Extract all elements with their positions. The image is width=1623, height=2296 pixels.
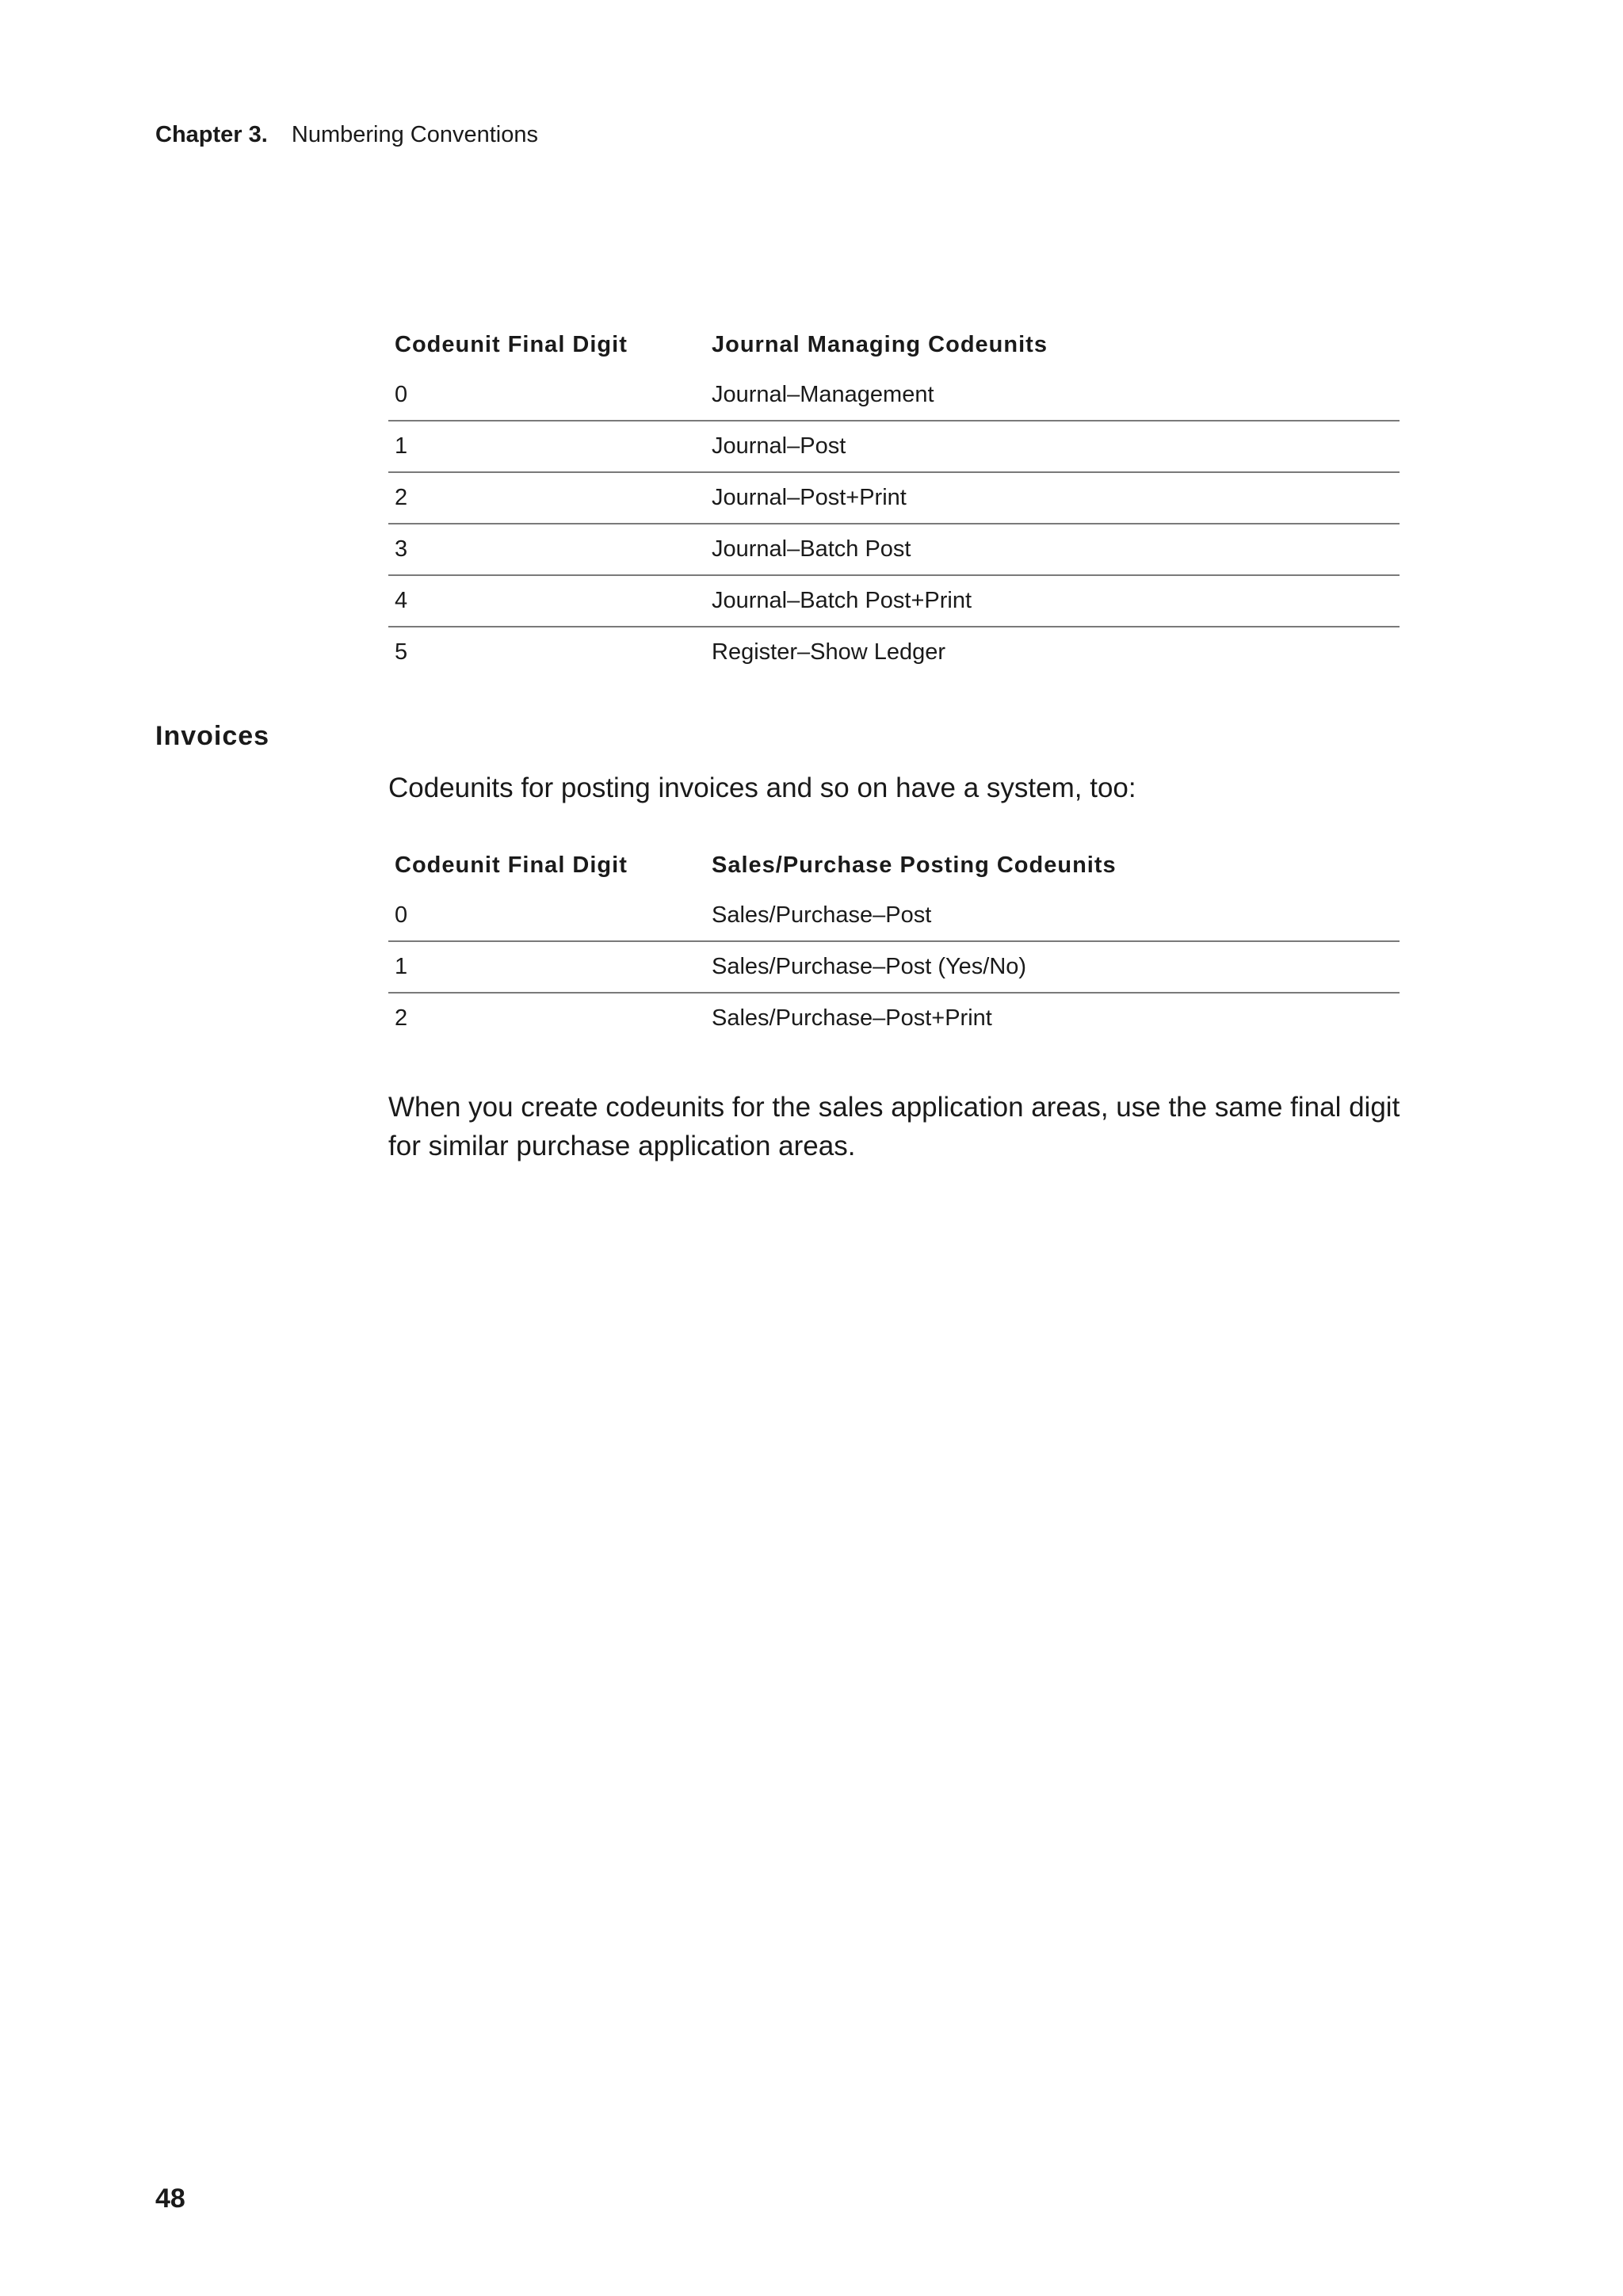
column-header-posting-codeunits: Sales/Purchase Posting Codeunits bbox=[712, 852, 1117, 878]
digit-cell: 4 bbox=[388, 575, 705, 627]
running-header bbox=[155, 122, 538, 148]
column-header-final-digit: Codeunit Final Digit bbox=[395, 331, 628, 357]
codeunit-cell: Journal–Post bbox=[705, 421, 1400, 472]
digit-cell: 0 bbox=[395, 382, 408, 407]
digit-cell: 5 bbox=[388, 627, 705, 677]
table-row bbox=[388, 524, 1400, 575]
table-row bbox=[388, 627, 1400, 677]
chapter-number: Chapter 3. bbox=[155, 122, 268, 147]
codeunit-cell: Sales/Purchase–Post+Print bbox=[705, 993, 1400, 1043]
digit-cell: 3 bbox=[388, 524, 705, 575]
codeunit-cell: Journal–Post+Print bbox=[705, 472, 1400, 524]
table-header-row bbox=[388, 319, 1400, 370]
column-header-final-digit: Codeunit Final Digit bbox=[395, 852, 628, 878]
section-heading-invoices: Invoices bbox=[155, 721, 270, 751]
codeunit-cell: Journal–Batch Post bbox=[705, 524, 1400, 575]
codeunit-cell: Sales/Purchase–Post (Yes/No) bbox=[705, 941, 1400, 993]
codeunit-cell: Register–Show Ledger bbox=[705, 627, 1400, 677]
table-row bbox=[388, 370, 1400, 421]
digit-cell: 2 bbox=[388, 993, 705, 1043]
page-number: 48 bbox=[155, 2183, 185, 2214]
table-row bbox=[388, 421, 1400, 472]
table-header-row bbox=[388, 840, 1400, 891]
digit-cell: 0 bbox=[395, 902, 408, 928]
journal-codeunits-table bbox=[388, 319, 1400, 677]
table-row bbox=[388, 891, 1400, 941]
digit-cell: 2 bbox=[388, 472, 705, 524]
codeunit-cell: Sales/Purchase–Post bbox=[712, 902, 932, 928]
intro-paragraph: Codeunits for posting invoices and so on have a system, too: bbox=[388, 772, 1136, 803]
column-header-journal-codeunits: Journal Managing Codeunits bbox=[712, 331, 1048, 357]
closing-paragraph: When you create codeunits for the sales application areas, use the same final digit for similar purchase application areas. bbox=[388, 1092, 1400, 1161]
digit-cell: 1 bbox=[388, 421, 705, 472]
table-row bbox=[388, 472, 1400, 524]
table-row bbox=[388, 575, 1400, 627]
codeunit-cell: Journal–Management bbox=[712, 382, 934, 407]
digit-cell: 1 bbox=[388, 941, 705, 993]
codeunit-cell: Journal–Batch Post+Print bbox=[705, 575, 1400, 627]
table-row bbox=[388, 941, 1400, 993]
table-row bbox=[388, 993, 1400, 1043]
posting-codeunits-table bbox=[388, 840, 1400, 1043]
chapter-title: Numbering Conventions bbox=[291, 122, 539, 147]
